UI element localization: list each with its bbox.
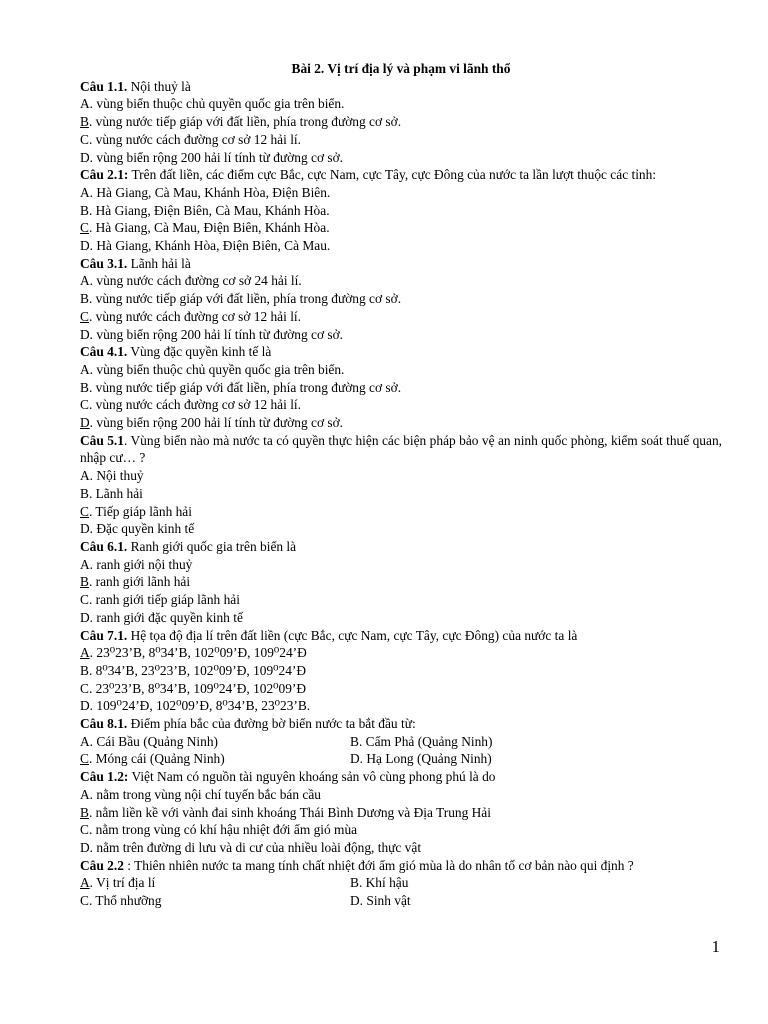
question-number: Câu 1.1. bbox=[80, 78, 128, 94]
option-letter: B bbox=[80, 485, 89, 501]
answer-option bbox=[80, 272, 722, 290]
option-letter: A bbox=[80, 645, 90, 661]
answer-option bbox=[80, 503, 722, 521]
option-text: . 109⁰24’Đ, 102⁰09’Đ, 8⁰34’B, 23⁰23’B. bbox=[89, 698, 311, 714]
option-text: . vùng nước cách đường cơ sở 12 hải lí. bbox=[88, 131, 301, 147]
question-number: Câu 3.1. bbox=[80, 255, 128, 271]
option-letter: A bbox=[80, 786, 90, 802]
question-text: Trên đất liền, các điểm cực Bắc, cực Nam, cực Tây, cực Đông của nước ta lần lượt thuộc các tỉnh: bbox=[128, 167, 657, 183]
question-number: Câu 1.2: bbox=[80, 769, 129, 785]
option-letter: B bbox=[80, 574, 89, 590]
option-letter: D bbox=[350, 751, 360, 767]
option-letter: A bbox=[80, 96, 90, 112]
option-letter: A bbox=[80, 273, 90, 289]
question bbox=[80, 857, 722, 875]
question-number: Câu 4.1. bbox=[80, 344, 128, 360]
option-text: . Cẩm Phả (Quảng Ninh) bbox=[358, 733, 493, 749]
option-text: . vùng nước cách đường cơ sở 24 hải lí. bbox=[89, 273, 302, 289]
option-letter: D bbox=[80, 149, 90, 165]
question-number: Câu 2.1: bbox=[80, 167, 129, 183]
option-letter: A bbox=[80, 733, 90, 749]
option-text: . Hà Giang, Cà Mau, Khánh Hòa, Điện Biên. bbox=[89, 184, 331, 200]
answer-option bbox=[80, 591, 722, 609]
question bbox=[80, 255, 722, 273]
option-text: . nằm trong vùng nội chí tuyến bắc bán cầu bbox=[89, 786, 321, 802]
option-text: . nằm trên đường di lưu và di cư của nhiều loài động, thực vật bbox=[89, 839, 422, 855]
option-text: . vùng biển rộng 200 hải lí tính từ đường cơ sở. bbox=[89, 149, 344, 165]
question-text: Lãnh hải là bbox=[127, 255, 191, 271]
option-text: . Tiếp giáp lãnh hải bbox=[88, 503, 192, 519]
option-text: . Nội thuỷ bbox=[89, 468, 144, 484]
answer-option bbox=[80, 396, 722, 414]
answer-option bbox=[80, 308, 722, 326]
option-text: . Móng cái (Quảng Ninh) bbox=[88, 751, 225, 767]
option-text: . vùng biển rộng 200 hải lí tính từ đường cơ sở. bbox=[89, 326, 344, 342]
option-letter: B bbox=[350, 733, 359, 749]
question bbox=[80, 432, 722, 467]
answer-option bbox=[80, 821, 722, 839]
option-text: . Hà Giang, Cà Mau, Điện Biên, Khánh Hòa. bbox=[88, 220, 330, 236]
question bbox=[80, 78, 722, 96]
question-text: Ranh giới quốc gia trên biển là bbox=[127, 538, 297, 554]
answer-row bbox=[80, 874, 722, 892]
option-text: . vùng nước tiếp giáp với đất liền, phía trong đường cơ sở. bbox=[88, 291, 402, 307]
answer-option bbox=[80, 874, 350, 892]
question-number: Câu 8.1. bbox=[80, 716, 128, 732]
option-text: . 23⁰23’B, 8⁰34’B, 109⁰24’Đ, 102⁰09’Đ bbox=[88, 680, 307, 696]
option-letter: B bbox=[80, 291, 89, 307]
question-text: . Vùng biển nào mà nước ta có quyền thực hiện các biện pháp bảo vệ an ninh quốc phòng, kiểm soát thuế quan, nhập cư… ? bbox=[80, 432, 722, 466]
option-letter: B bbox=[80, 662, 89, 678]
question bbox=[80, 715, 722, 733]
answer-option bbox=[80, 95, 722, 113]
answer-option bbox=[80, 485, 722, 503]
option-letter: B bbox=[80, 804, 89, 820]
option-letter: A bbox=[80, 361, 90, 377]
question-number: Câu 6.1. bbox=[80, 538, 128, 554]
option-text: . vùng biển rộng 200 hải lí tính từ đường cơ sở. bbox=[89, 415, 344, 431]
answer-row bbox=[80, 892, 722, 910]
option-letter: C bbox=[80, 592, 89, 608]
question-text: Việt Nam có nguồn tài nguyên khoáng sản vô cùng phong phú là do bbox=[128, 769, 496, 785]
question bbox=[80, 768, 722, 786]
question-number: Câu 5.1 bbox=[80, 432, 124, 448]
option-text: . nằm trong vùng có khí hậu nhiệt đới ẩm gió mùa bbox=[88, 822, 358, 838]
answer-option bbox=[80, 326, 722, 344]
question-number: Câu 2.2 bbox=[80, 857, 124, 873]
answer-option bbox=[80, 733, 350, 751]
question-text: Vùng đặc quyền kinh tế là bbox=[127, 344, 272, 360]
answer-row bbox=[80, 733, 722, 751]
option-letter: C bbox=[80, 751, 89, 767]
option-letter: D bbox=[350, 893, 360, 909]
answer-option bbox=[80, 361, 722, 379]
option-letter: C bbox=[80, 680, 89, 696]
option-letter: D bbox=[80, 698, 90, 714]
option-text: . vùng nước cách đường cơ sở 12 hải lí. bbox=[88, 308, 301, 324]
page-number: 1 bbox=[711, 937, 720, 956]
option-text: . Hạ Long (Quảng Ninh) bbox=[359, 751, 492, 767]
answer-option bbox=[80, 680, 722, 698]
option-letter: B bbox=[80, 379, 89, 395]
answer-option bbox=[80, 184, 722, 202]
option-text: . Hà Giang, Điện Biên, Cà Mau, Khánh Hòa. bbox=[88, 202, 330, 218]
option-letter: B bbox=[350, 875, 359, 891]
answer-option bbox=[80, 786, 722, 804]
question-text: Hệ tọa độ địa lí trên đất liền (cực Bắc, cực Nam, cực Tây, cực Đông) của nước ta là bbox=[127, 627, 578, 643]
option-text: . Sinh vật bbox=[359, 893, 411, 909]
option-letter: C bbox=[80, 131, 89, 147]
option-text: . ranh giới tiếp giáp lãnh hải bbox=[88, 592, 240, 608]
option-letter: D bbox=[80, 415, 90, 431]
answer-option bbox=[80, 149, 722, 167]
option-letter: A bbox=[80, 556, 90, 572]
option-letter: C bbox=[80, 220, 89, 236]
question-text: Nội thuỷ là bbox=[127, 78, 191, 94]
option-text: . 8⁰34’B, 23⁰23’B, 102⁰09’Đ, 109⁰24’Đ bbox=[88, 662, 307, 678]
question-text: : Thiên nhiên nước ta mang tính chất nhiệt đới ẩm gió mùa là do nhân tố cơ bản nào qui định ? bbox=[123, 857, 634, 873]
answer-option bbox=[80, 414, 722, 432]
option-letter: D bbox=[80, 521, 90, 537]
option-text: . Thổ nhưỡng bbox=[88, 893, 162, 909]
option-text: . vùng nước tiếp giáp với đất liền, phía trong đường cơ sở. bbox=[88, 379, 402, 395]
question bbox=[80, 343, 722, 361]
option-letter: C bbox=[80, 893, 89, 909]
option-text: . 23⁰23’B, 8⁰34’B, 102⁰09’Đ, 109⁰24’Đ bbox=[89, 645, 307, 661]
option-text: . ranh giới lãnh hải bbox=[88, 574, 191, 590]
answer-option bbox=[80, 202, 722, 220]
answer-option bbox=[350, 733, 620, 751]
option-text: . Đặc quyền kinh tế bbox=[89, 521, 195, 537]
option-text: . Cái Bầu (Quảng Ninh) bbox=[89, 733, 218, 749]
option-letter: A bbox=[80, 875, 90, 891]
answer-option bbox=[80, 467, 722, 485]
option-letter: D bbox=[80, 609, 90, 625]
answer-option bbox=[80, 556, 722, 574]
question bbox=[80, 627, 722, 645]
option-letter: D bbox=[80, 326, 90, 342]
answer-option bbox=[350, 750, 620, 768]
answer-option bbox=[80, 290, 722, 308]
question bbox=[80, 166, 722, 184]
option-letter: C bbox=[80, 308, 89, 324]
option-text: . Vị trí địa lí bbox=[89, 875, 156, 891]
answer-option bbox=[80, 379, 722, 397]
answer-option bbox=[80, 697, 722, 715]
option-text: . vùng nước cách đường cơ sở 12 hải lí. bbox=[88, 397, 301, 413]
option-text: . vùng biển thuộc chủ quyền quốc gia trên biển. bbox=[89, 361, 345, 377]
answer-option bbox=[80, 750, 350, 768]
answer-option bbox=[80, 219, 722, 237]
question-text: Điểm phía bắc của đường bờ biển nước ta bắt đầu từ: bbox=[127, 716, 416, 732]
question-number: Câu 7.1. bbox=[80, 627, 128, 643]
option-text: . ranh giới nội thuỷ bbox=[89, 556, 193, 572]
option-letter: D bbox=[80, 839, 90, 855]
option-text: . Hà Giang, Khánh Hòa, Điện Biên, Cà Mau. bbox=[89, 238, 331, 254]
answer-option bbox=[350, 892, 620, 910]
option-letter: C bbox=[80, 503, 89, 519]
answer-option bbox=[80, 839, 722, 857]
option-text: . ranh giới đặc quyền kinh tế bbox=[89, 609, 243, 625]
option-letter: A bbox=[80, 184, 90, 200]
option-text: . vùng biển thuộc chủ quyền quốc gia trên biển. bbox=[89, 96, 345, 112]
page-title: Bài 2. Vị trí địa lý và phạm vi lãnh thổ bbox=[291, 61, 511, 76]
answer-option bbox=[80, 644, 722, 662]
answer-option bbox=[80, 662, 722, 680]
answer-option bbox=[80, 113, 722, 131]
option-letter: B bbox=[80, 114, 89, 130]
answer-option bbox=[80, 573, 722, 591]
answer-option bbox=[80, 131, 722, 149]
question bbox=[80, 538, 722, 556]
answer-option bbox=[80, 520, 722, 538]
answer-option bbox=[80, 237, 722, 255]
option-text: . nằm liền kề với vành đai sinh khoáng Thái Bình Dương và Địa Trung Hải bbox=[88, 804, 491, 820]
option-letter: C bbox=[80, 397, 89, 413]
document-content bbox=[80, 60, 722, 910]
option-letter: C bbox=[80, 822, 89, 838]
option-letter: D bbox=[80, 238, 90, 254]
answer-row bbox=[80, 750, 722, 768]
option-letter: A bbox=[80, 468, 90, 484]
option-letter: B bbox=[80, 202, 89, 218]
answer-option bbox=[80, 609, 722, 627]
answer-option bbox=[80, 804, 722, 822]
answer-option bbox=[350, 874, 620, 892]
answer-option bbox=[80, 892, 350, 910]
option-text: . vùng nước tiếp giáp với đất liền, phía trong đường cơ sở. bbox=[88, 114, 402, 130]
option-text: . Lãnh hải bbox=[88, 485, 143, 501]
option-text: . Khí hậu bbox=[358, 875, 409, 891]
